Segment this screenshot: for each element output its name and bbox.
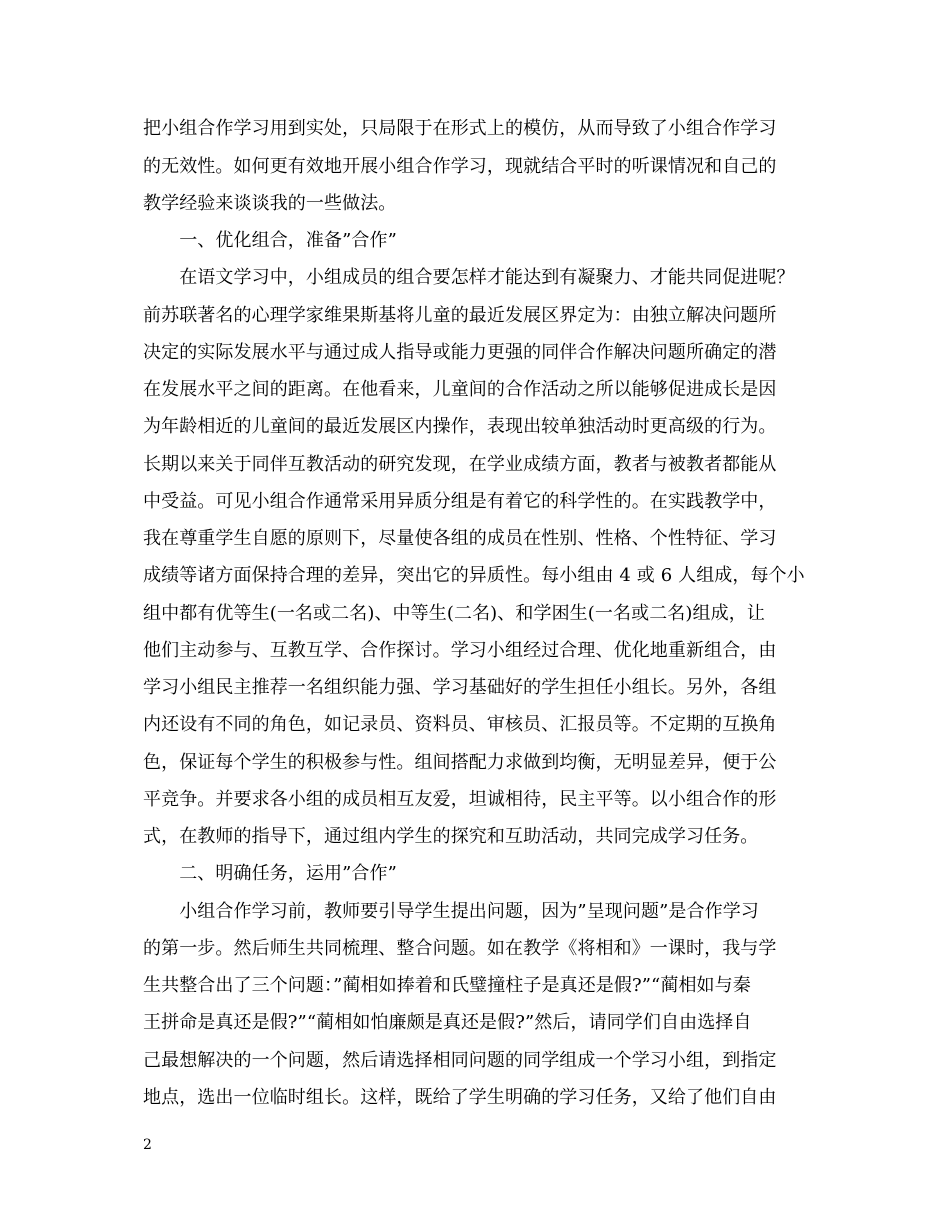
text-line: 教学经验来谈谈我的一些做法。 <box>143 193 397 214</box>
section-heading: 一、优化组合，准备”合作” <box>143 230 397 251</box>
text-line: 决定的实际发展水平与通过成人指导或能力更强的同伴合作解决问题所确定的潜 <box>143 342 777 363</box>
text-line: 生共整合出了三个问题：”蔺相如捧着和氏璧撞柱子是真还是假?”“蔺相如与秦 <box>143 975 751 996</box>
text-line: 王拼命是真还是假?”“蔺相如怕廉颇是真还是假?”然后，请同学们自由选择自 <box>143 1012 752 1033</box>
text-line: 中受益。可见小组合作通常采用异质分组是有着它的科学性的。在实践教学中， <box>143 491 777 512</box>
text-line: 小组合作学习前，教师要引导学生提出问题，因为”呈现问题”是合作学习 <box>143 901 759 922</box>
text-line: 为年龄相近的儿童间的最近发展区内操作，表现出较单独活动时更高级的行为。 <box>143 416 777 437</box>
text-line: 把小组合作学习用到实处，只局限于在形式上的模仿，从而导致了小组合作学习 <box>143 118 777 139</box>
text-line: 色，保证每个学生的积极参与性。组间搭配力求做到均衡，无明显差异，便于公 <box>143 752 777 773</box>
text-line: 在发展水平之间的距离。在他看来，儿童间的合作活动之所以能够促进成长是因 <box>143 379 777 400</box>
text-line: 成绩等诸方面保持合理的差异，突出它的异质性。每小组由 4 或 6 人组成，每个小 <box>143 565 805 586</box>
text-line: 我在尊重学生自愿的原则下，尽量使各组的成员在性别、性格、个性特征、学习 <box>143 528 777 549</box>
text-line: 学习小组民主推荐一名组织能力强、学习基础好的学生担任小组长。另外，各组 <box>143 677 777 698</box>
text-line: 长期以来关于同伴互教活动的研究发现，在学业成绩方面，教者与被教者都能从 <box>143 454 777 475</box>
text-line: 式，在教师的指导下，通过组内学生的探究和互助活动，共同完成学习任务。 <box>143 826 759 847</box>
text-line: 的第一步。然后师生共同梳理、整合问题。如在教学《将相和》一课时，我与学 <box>143 938 777 959</box>
page-number: 2 <box>143 1137 152 1153</box>
text-line: 内还设有不同的角色，如记录员、资料员、审核员、汇报员等。不定期的互换角 <box>143 714 777 735</box>
text-line: 他们主动参与、互教互学、合作探讨。学习小组经过合理、优化地重新组合，由 <box>143 640 777 661</box>
text-line: 的无效性。如何更有效地开展小组合作学习，现就结合平时的听课情况和自己的 <box>143 156 777 177</box>
text-line: 组中都有优等生(一名或二名)、中等生(二名)、和学困生(一名或二名)组成，让 <box>143 603 765 624</box>
text-line: 前苏联著名的心理学家维果斯基将儿童的最近发展区界定为：由独立解决问题所 <box>143 305 777 326</box>
text-line: 己最想解决的一个问题，然后请选择相同问题的同学组成一个学习小组，到指定 <box>143 1050 777 1071</box>
text-line: 在语文学习中，小组成员的组合要怎样才能达到有凝聚力、才能共同促进呢？ <box>143 267 795 288</box>
text-line: 地点，选出一位临时组长。这样，既给了学生明确的学习任务，又给了他们自由 <box>143 1087 777 1108</box>
text-line: 平竞争。并要求各小组的成员相互友爱，坦诚相待，民主平等。以小组合作的形 <box>143 789 777 810</box>
section-heading: 二、明确任务，运用”合作” <box>143 863 397 884</box>
